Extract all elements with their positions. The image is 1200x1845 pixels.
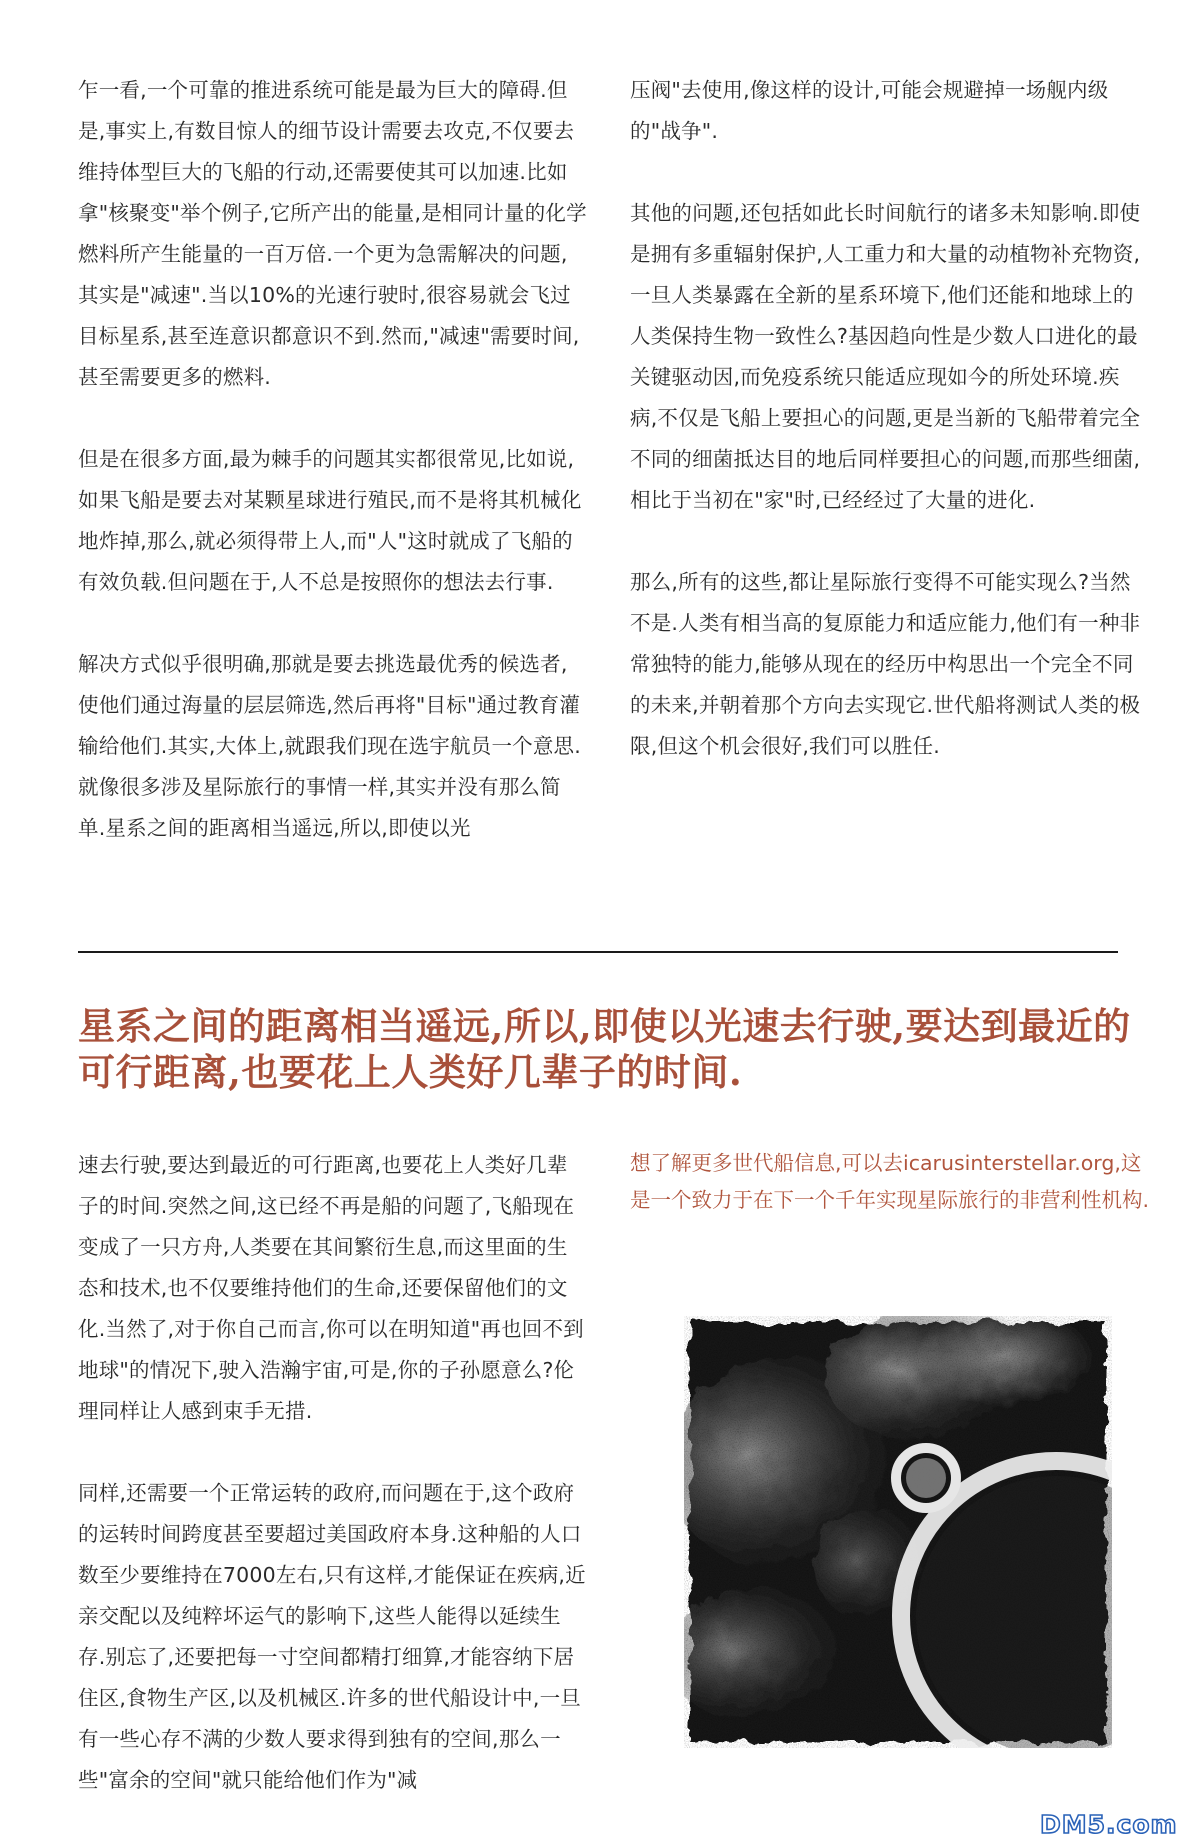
section-divider <box>78 951 1118 953</box>
paragraph: 压阀"去使用,像这样的设计,可能会规避掉一场舰内级的"战争". <box>630 78 1109 143</box>
paragraph: 解决方式似乎很明确,那就是要去挑选最优秀的候选者,使他们通过海量的层层筛选,然后再将"目标"通过教育灌输给他们.其实,大体上,就跟我们现在选宇航员一个意思.就像很多涉及星际旅行的事情一样,其实并没有那么简单.星系之间的距离相当遥远,所以,即使以光 <box>78 652 581 840</box>
article-column-bottom-left <box>78 1145 588 1801</box>
paragraph: 那么,所有的这些,都让星际旅行变得不可能实现么?当然不是.人类有相当高的复原能力和适应能力,他们有一种非常独特的能力,能够从现在的经历中构思出一个完全不同的未来,并朝着那个方向去实现它.世代船将测试人类的极限,但这个机会很好,我们可以胜任. <box>630 570 1141 758</box>
watermark-logo-text: DM5.com <box>1040 1810 1178 1839</box>
ink-wash-planet-illustration <box>684 1316 1112 1748</box>
article-column-top-right <box>630 70 1142 767</box>
paragraph: 其他的问题,还包括如此长时间航行的诸多未知影响.即使是拥有多重辐射保护,人工重力和大量的动植物补充物资,一旦人类暴露在全新的星系环境下,他们还能和地球上的人类保持生物一致性么?基因趋向性是少数人口进化的最关键驱动因,而免疫系统只能适应现如今的所处环境.疾病,不仅是飞船上要担心的问题,更是当新的飞船带着完全不同的细菌抵达目的地后同样要担心的问题,而那些细菌,相比于当初在"家"时,已经经过了大量的进化. <box>630 201 1141 512</box>
site-watermark <box>1040 1808 1185 1840</box>
paragraph: 同样,还需要一个正常运转的政府,而问题在于,这个政府的运转时间跨度甚至要超过美国政府本身.这种船的人口数至少要维持在7000左右,只有这样,才能保证在疾病,近亲交配以及纯粹坏运气的影响下,这些人能得以延续生存.别忘了,还要把每一寸空间都精打细算,才能容纳下居住区,食物生产区,以及机械区.许多的世代船设计中,一旦有一些心存不满的少数人要求得到独有的空间,那么一些"富余的空间"就只能给他们作为"减 <box>78 1481 586 1792</box>
paragraph: 乍一看,一个可靠的推进系统可能是最为巨大的障碍.但是,事实上,有数目惊人的细节设计需要去攻克,不仅要去维持体型巨大的飞船的行动,还需要使其可以加速.比如拿"核聚变"举个例子,它所产出的能量,是相同计量的化学燃料所产生能量的一百万倍.一个更为急需解决的问题,其实是"减速".当以10%的光速行驶时,很容易就会飞过目标星系,甚至连意识都意识不到.然而,"减速"需要时间,甚至需要更多的燃料. <box>78 78 587 389</box>
paragraph: 但是在很多方面,最为棘手的问题其实都很常见,比如说,如果飞船是要去对某颗星球进行殖民,而不是将其机械化地炸掉,那么,就必须得带上人,而"人"这时就成了飞船的有效负载.但问题在于,人不总是按照你的想法去行事. <box>78 447 582 594</box>
paragraph: 速去行驶,要达到最近的可行距离,也要花上人类好几辈子的时间.突然之间,这已经不再是船的问题了,飞船现在变成了一只方舟,人类要在其间繁衍生息,而这里面的生态和技术,也不仅要维持他们的生命,还要保留他们的文化.当然了,对于你自己而言,你可以在明知道"再也回不到地球"的情况下,驶入浩瀚宇宙,可是,你的子孙愿意么?伦理同样让人感到束手无措. <box>78 1153 584 1423</box>
side-note: 想了解更多世代船信息,可以去icarusinterstellar.org,这是一个致力于在下一个千年实现星际旅行的非营利性机构. <box>630 1151 1150 1212</box>
article-column-top-left <box>78 70 588 849</box>
pull-quote: 星系之间的距离相当遥远,所以,即使以光速去行驶,要达到最近的可行距离,也要花上人类好几辈子的时间. <box>78 1004 1131 1094</box>
